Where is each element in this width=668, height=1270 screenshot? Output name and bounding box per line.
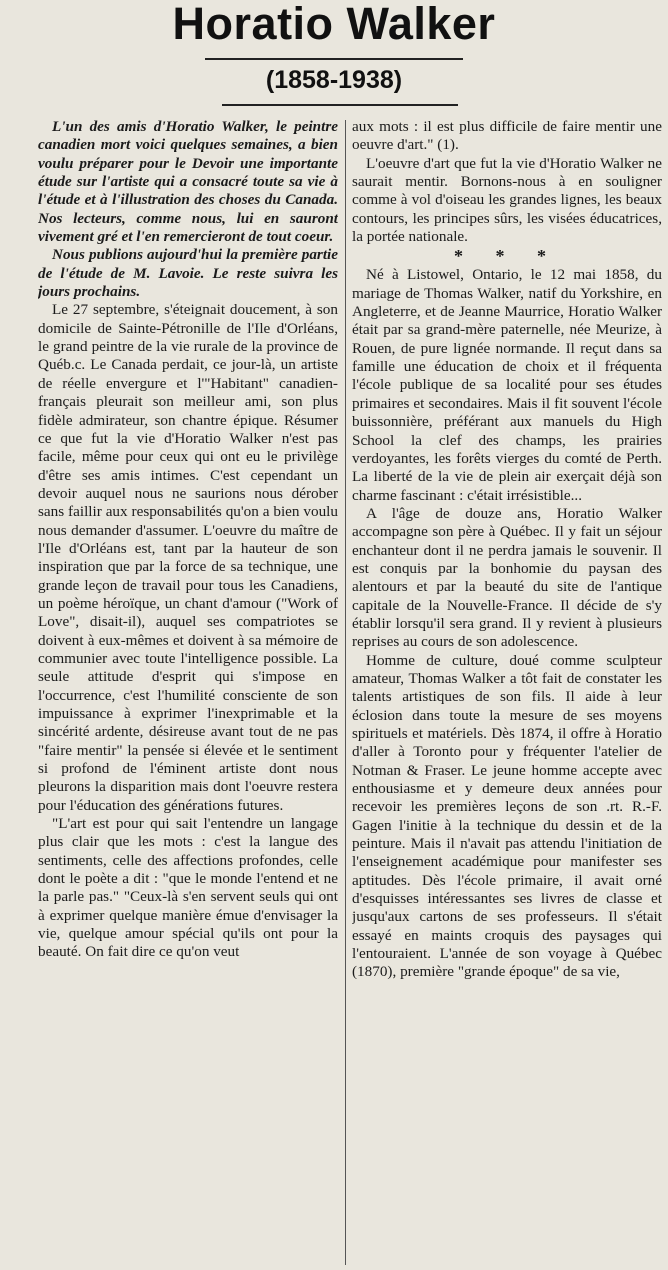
intro-paragraph: L'un des amis d'Horatio Walker, le peintre canadien mort voici quelques semaines, a bien voulu préparer pour le Devoir une importante étude sur l'artiste qui a consacré toute sa vie à l'étude et à l'illustration des choses du Canada. Nos lecteurs, comme nous, lui en sauront vivement gré et l'en remercieront de tout coeur. [38, 118, 338, 246]
left-column [38, 118, 338, 1268]
title-rule [205, 58, 463, 60]
body-paragraph: A l'âge de douze ans, Horatio Walker accompagne son père à Québec. Il y fait un séjour enchanteur dont il ne perdra jamais le souvenir. Il est conquis par la bonhomie du paysan des alentours et par la beauté du site de l'antique capitale de la Nouvelle-France. Il décide de s'y établir lorsqu'il sera grand. Il y revient à plusieurs reprises au cours de son adolescence. [352, 504, 662, 651]
body-paragraph: Né à Listowel, Ontario, le 12 mai 1858, du mariage de Thomas Walker, natif du Yorkshire, en Angleterre, et de Jeanne Maurrice, Horatio Walker était par sa grand-mère paternelle, née Meurize, à Rouen, de pure lignée normande. Il reçut dans sa famille une éducation de choix et il fréquenta l'école publique de sa localité pour ses études primaires et secondaires. Mais il fit souvent l'école buissonnière, préférant aux manuels du High School la clef des champs, les prairies verdoyantes, les forêts vierges du comté de Perth. La liberté de la vie de plein air exerçait déjà son charme fascinant : c'était irrésistible... [352, 266, 662, 504]
column-divider [345, 120, 346, 1265]
article-title: Horatio Walker [172, 0, 496, 49]
body-paragraph: Le 27 septembre, s'éteignait doucement, à son domicile de Sainte-Pétronille de l'Ile d'Orléans, le grand peintre de la vie rurale de la province de Québ.c. Le Canada perdait, ce jour-là, un artiste de réelle envergure et l'"Habitant" canadien-français pleurait son meilleur ami, son plus fidèle admirateur, son chantre épique. Résumer ce que fut la vie d'Horatio Walker n'est pas facile, même pour ceux qui ont eu le privilège d'être ses amis intimes. C'est cependant un devoir auquel nous ne saurions nous dérober sans faillir aux responsabilités qu'on a bien voulu nous demander d'assumer. L'oeuvre du maître de l'Ile d'Orléans est, tant par la hauteur de son inspiration que par la force de sa technique, une grande leçon de travail pour tous les Canadiens, un poème héroïque, un chant d'amour ("Work of Love", disait-il), auquel ses compatriotes se doivent à eux-mêmes et doivent à sa mémoire de communier avec toute l'intelligence possible. La seule attitude d'esprit qui s'impose en l'occurrence, c'est l'humilité consciente de son impuissance à exprimer l'inexprimable et la sincérité ardente, désireuse avant tout de ne pas "faire mentir" la pensée si élevée et le sentiment si profond de l'éminent artiste dont nous pleurons la disparition mais dont l'oeuvre restera pour l'éducation des générations futures. [38, 301, 338, 814]
right-column [352, 118, 662, 1268]
body-paragraph: "L'art est pour qui sait l'entendre un langage plus clair que les mots : c'est la langue des sentiments, celle des affections profondes, celle dont le poète a dit : "que le monde l'entend et ne la parle pas." "Ceux-là s'en servent seuls qui ont à exprimer quelque manière émue d'envisager la vie, quelque amour spécial qu'ils ont pour la beauté. On fait dire ce qu'on veut [38, 815, 338, 961]
continued-text: aux mots : il est plus difficile de faire mentir une oeuvre d'art." (1). [352, 118, 662, 154]
intro-paragraph: Nous publions aujourd'hui la première partie de l'étude de M. Lavoie. Le reste suivra les jours prochains. [38, 246, 338, 301]
dates-rule [222, 104, 458, 106]
section-break: * * * [454, 246, 560, 267]
body-paragraph: Homme de culture, doué comme sculpteur amateur, Thomas Walker a tôt fait de constater les talents artistiques de son fils. Il aide à leur éclosion dans toute la mesure de ses moyens spirituels et matériels. Dès 1874, il offre à Horatio d'aller à Toronto pour y fréquenter l'atelier de Notman & Fraser. Le jeune homme accepte avec enthousiasme et y demeure deux années pour recevoir les premières leçons de son .rt. R.-F. Gagen l'initie à la technique du dessin et de la peinture. Mais il n'avait pas attendu l'initiation de l'enseignement académique pour manifester ses aptitudes. Dès l'école primaire, il avait orné d'esquisses intéressantes ses livres de classe et jusqu'aux cartons de ses professeurs. Il s'était essayé en maints croquis des paysages qui l'entouraient. L'année de son voyage à Québec (1870), première "grande époque" de sa vie, [352, 651, 662, 981]
article-dates: (1858-1938) [265, 66, 403, 94]
body-paragraph: L'oeuvre d'art que fut la vie d'Horatio Walker ne saurait mentir. Bornons-nous à en souligner comme à vol d'oiseau les grandes lignes, les beaux contours, les principes sûrs, les visées éducatrices, la portée nationale. [352, 154, 662, 246]
